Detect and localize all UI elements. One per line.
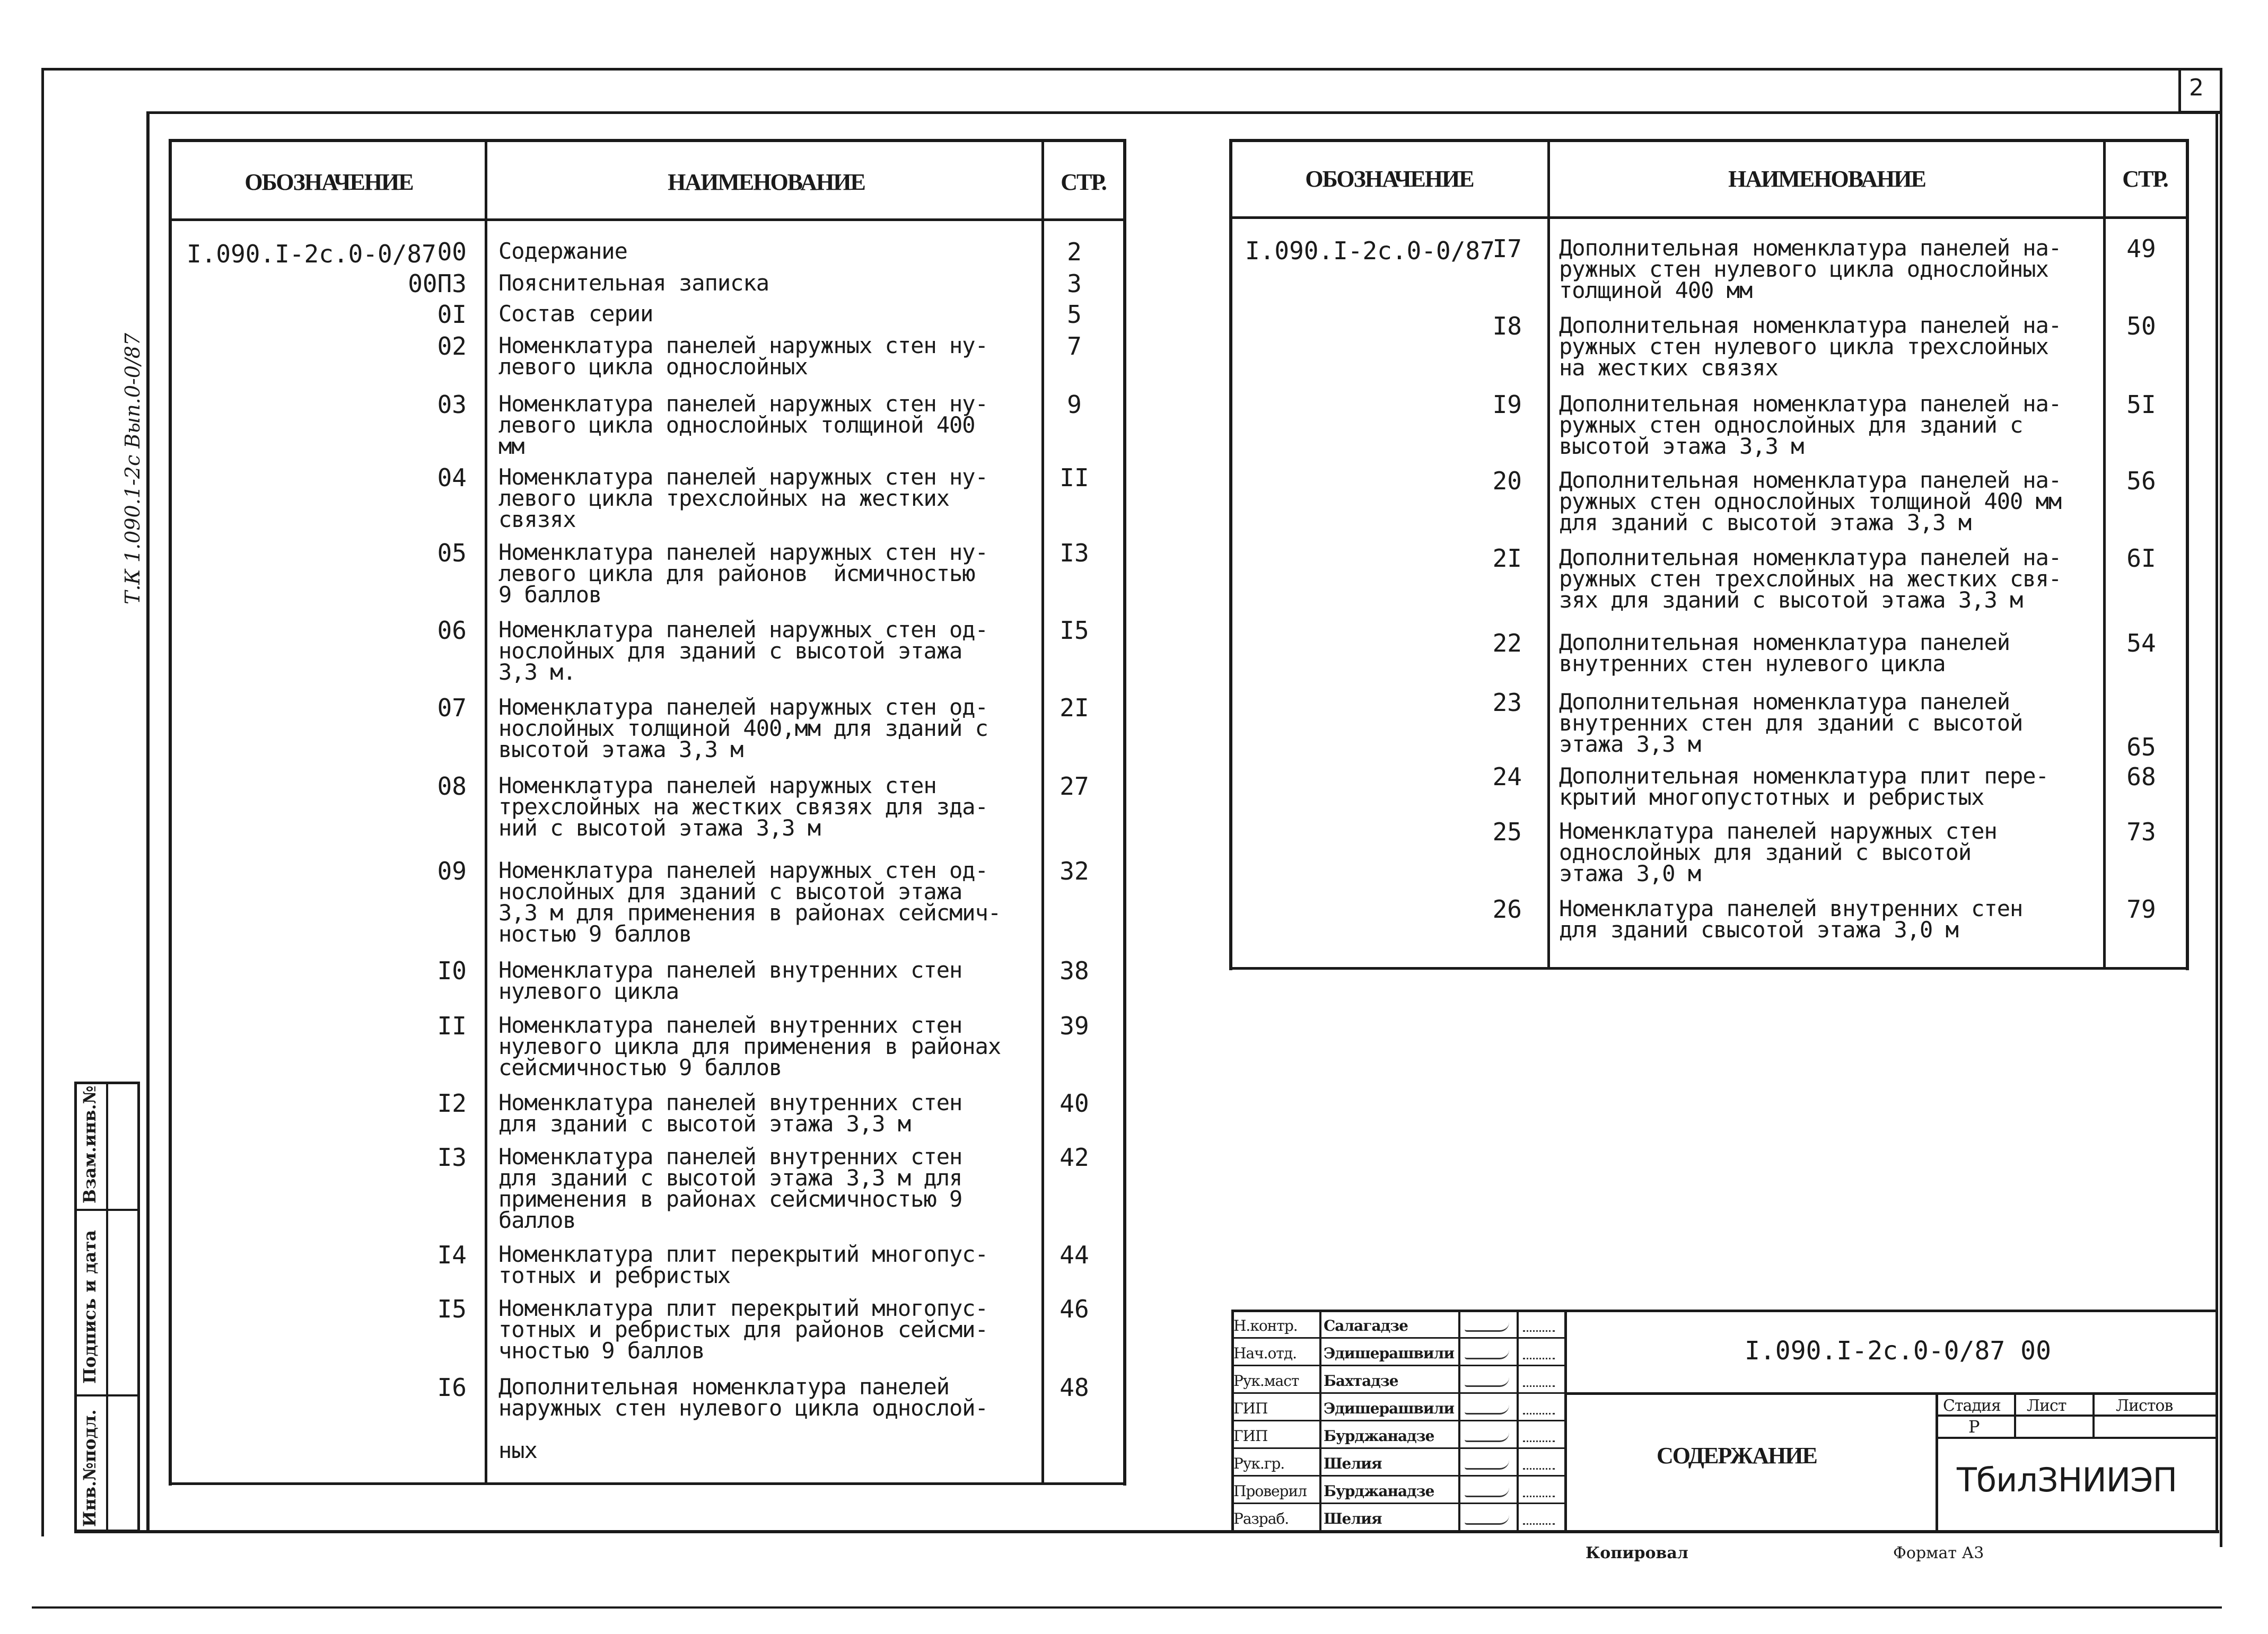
row-name-line: толщиной 400 мм	[1559, 277, 1753, 303]
tb-person-name: Бахтадзе	[1324, 1372, 1398, 1390]
tb-role: Разраб.	[1233, 1510, 1289, 1527]
tb-date-mark	[1523, 1404, 1555, 1415]
inner-frame-left	[146, 111, 150, 1532]
tb-signature-mark	[1465, 1405, 1509, 1415]
row-page: 48	[1059, 1373, 1089, 1402]
row-name-line: нослойных для зданий с высотой этажа	[498, 638, 962, 664]
row-name-line: нослойных для зданий с высотой этажа	[498, 879, 962, 904]
row-name-line: для зданий свысотой этажа 3,0 м	[1559, 917, 1958, 943]
row-page: 40	[1059, 1089, 1089, 1118]
row-name-line: Дополнительная номенклатура панелей на-	[1559, 467, 2062, 493]
row-code: 07	[437, 693, 467, 722]
row-name-line: ружных стен нулевого цикла однослойных	[1559, 256, 2048, 282]
row-name-line: левого цикла для районов йсмичностью	[498, 560, 975, 586]
row-code: 25	[1492, 818, 1522, 846]
tb-role: Рук.маст	[1233, 1372, 1299, 1390]
row-code: I5	[437, 1295, 467, 1323]
tb-person-name: Шелия	[1324, 1455, 1382, 1472]
row-name-line: наружных стен нулевого цикла однослой-	[498, 1395, 988, 1421]
tb-role: ГИП	[1233, 1427, 1268, 1445]
row-code: 20	[1492, 467, 1522, 495]
row-page: 79	[2126, 895, 2156, 924]
row-page: 3	[1067, 269, 1082, 298]
left-series: I.090.I-2с.0-0/87	[187, 240, 436, 268]
tb-role: Рук.гр.	[1233, 1455, 1285, 1472]
tb-role: Н.контр.	[1233, 1317, 1298, 1334]
row-name-line: тотных и ребристых для районов сейсми-	[498, 1316, 988, 1342]
row-code: 04	[437, 463, 467, 492]
row-name-line: для зданий с высотой этажа 3,3 м	[498, 1111, 911, 1137]
row-name-line: ний с высотой этажа 3,3 м	[498, 815, 821, 841]
row-code: I0	[437, 956, 467, 985]
row-code: 22	[1492, 629, 1522, 657]
tb-role: Нач.отд.	[1233, 1345, 1297, 1362]
row-name-line: нулевого цикла для применения в районах	[498, 1033, 1001, 1059]
row-name-line: однослойных для зданий с высотой	[1559, 839, 1972, 865]
row-page: 54	[2126, 629, 2156, 657]
tb-date-mark	[1523, 1431, 1555, 1442]
row-name-line: чностью 9 баллов	[498, 1338, 705, 1364]
tb-row-line	[1231, 1392, 1565, 1394]
row-name-line: мм	[498, 433, 524, 459]
row-name-line: Дополнительная номенклатура панелей	[1559, 629, 2010, 655]
row-name-line: тотных и ребристых	[498, 1262, 731, 1288]
tb-person-name: Бурджанадзе	[1324, 1482, 1434, 1500]
row-page: 7	[1067, 332, 1082, 361]
row-name-line: Номенклатура панелей наружных стен од-	[498, 617, 988, 643]
row-name-line: для зданий с высотой этажа 3,3 м для	[498, 1165, 962, 1191]
right-header-designation: ОБОЗНАЧЕНИЕ	[1305, 166, 1474, 192]
tb-row-line	[1231, 1447, 1565, 1449]
row-name-line: трехслойных на жестких связях для зда-	[498, 794, 988, 820]
row-page: 27	[1059, 772, 1089, 801]
row-page: 68	[2126, 762, 2156, 791]
row-page: II	[1059, 463, 1089, 492]
row-page: 2I	[1059, 693, 1089, 722]
row-name-line: нослойных толщиной 400,мм для зданий с	[498, 715, 988, 741]
row-name-line: Дополнительная номенклатура плит пере-	[1559, 763, 2048, 789]
row-name-line: ностью 9 баллов	[498, 921, 692, 947]
row-code: 06	[437, 616, 467, 645]
row-name-line: левого цикла трехслойных на жестких	[498, 485, 950, 511]
row-code: I7	[1492, 234, 1522, 263]
row-name-line: Номенклатура плит перекрытий многопус-	[498, 1295, 988, 1321]
tb-date-mark	[1523, 1376, 1555, 1387]
tb-sheets-label: Листов	[2116, 1396, 2173, 1415]
row-name-line: 3,3 м для применения в районах сейсмич-	[498, 900, 1001, 926]
tb-mid-horiz	[1564, 1392, 2218, 1395]
left-stamp-replace: Взам.инв.№	[80, 1085, 100, 1203]
row-name-line: сейсмичностью 9 баллов	[498, 1055, 782, 1080]
row-page: 32	[1059, 857, 1089, 885]
right-header-name: НАИМЕНОВАНИЕ	[1728, 166, 1925, 192]
row-name-line: Номенклатура панелей наружных стен ну-	[498, 464, 988, 490]
footer-copied: Копировал	[1586, 1544, 1688, 1562]
tb-row-line	[1231, 1503, 1565, 1504]
row-page: 6I	[2126, 544, 2156, 573]
row-page: 65	[2126, 733, 2156, 761]
tb-sheet-title: СОДЕРЖАНИЕ	[1657, 1443, 1817, 1469]
tb-row-line	[1231, 1530, 1565, 1532]
tb-row-line	[1231, 1420, 1565, 1421]
row-code: 00	[437, 238, 467, 266]
row-name-line: Дополнительная номенклатура панелей	[1559, 689, 2010, 715]
row-code: 02	[437, 332, 467, 361]
row-name-line: Номенклатура панелей внутренних стен	[498, 1090, 962, 1115]
row-name-line: ружных стен однослойных для зданий с	[1559, 412, 2023, 438]
row-name-line: Состав серии	[498, 301, 653, 327]
left-stamp-divider	[106, 1082, 108, 1532]
tb-date-mark	[1523, 1514, 1555, 1525]
row-page: 5I	[2126, 390, 2156, 419]
row-page: 9	[1067, 390, 1082, 419]
outer-frame-top	[41, 68, 2221, 71]
row-name-line: Дополнительная номенклатура панелей на-	[1559, 235, 2062, 261]
tb-person-name: Шелия	[1324, 1510, 1382, 1527]
row-code: 26	[1492, 895, 1522, 924]
left-table-bottom	[169, 1482, 1126, 1485]
left-table-header-line	[169, 218, 1126, 221]
row-code: 05	[437, 539, 467, 567]
tb-row-line	[1231, 1337, 1565, 1339]
row-name-line: Номенклатура панелей наружных стен	[1559, 818, 1997, 844]
tb-stage-label: Стадия	[1943, 1396, 2001, 1415]
row-page: 46	[1059, 1295, 1089, 1323]
row-name-line: внутренних стен нулевого цикла	[1559, 651, 1946, 677]
tb-stage-col1	[2014, 1392, 2016, 1438]
right-header-page: СТР.	[2122, 166, 2168, 192]
row-name-line: этажа 3,0 м	[1559, 860, 1701, 886]
row-code: 24	[1492, 762, 1522, 791]
row-name-line: Содержание	[498, 238, 627, 264]
tb-stage-row2	[1936, 1437, 2218, 1439]
row-name-line: связях	[498, 506, 576, 532]
row-name-line: левого цикла однослойных	[498, 354, 808, 380]
right-table-col1	[1547, 139, 1550, 969]
right-table-bottom	[1229, 967, 2189, 970]
left-stamp-row2	[74, 1209, 140, 1211]
tb-organization: ТбилЗНИИЭП	[1957, 1461, 2177, 1499]
row-name-line: Дополнительная номенклатура панелей на-	[1559, 391, 2062, 417]
row-page: 44	[1059, 1241, 1089, 1269]
right-table-col2	[2103, 139, 2106, 969]
row-code: 23	[1492, 688, 1522, 717]
tb-date-mark	[1523, 1321, 1555, 1332]
row-code: I9	[1492, 390, 1522, 419]
row-name-line: Пояснительная записка	[498, 270, 769, 296]
row-name-line: применения в районах сейсмичностью 9	[498, 1186, 962, 1212]
row-name-line: Номенклатура панелей внутренних стен	[498, 957, 962, 983]
row-name-line: Номенклатура панелей внутренних стен	[498, 1012, 962, 1038]
tb-date-mark	[1523, 1349, 1555, 1359]
row-page: 38	[1059, 956, 1089, 985]
right-table-header-line	[1229, 216, 2189, 219]
row-page: 2	[1067, 238, 1082, 266]
row-code: I8	[1492, 312, 1522, 340]
tb-signature-mark	[1465, 1433, 1509, 1442]
row-name-line: Дополнительная номенклатура панелей на-	[1559, 312, 2062, 338]
row-name-line: левого цикла однослойных толщиной 400	[498, 412, 975, 438]
row-name-line: ружных стен нулевого цикла трехслойных	[1559, 333, 2048, 359]
row-name-line: Номенклатура панелей наружных стен од-	[498, 857, 988, 883]
row-name-line: ружных стен однослойных толщиной 400 мм	[1559, 488, 2062, 514]
row-name-line: Номенклатура панелей внутренних стен	[498, 1144, 962, 1170]
tb-person-name: Эдишерашвили	[1324, 1345, 1455, 1362]
tb-sheet-label: Лист	[2027, 1396, 2066, 1415]
row-name-line: ружных стен трехслойных на жестких свя-	[1559, 566, 2062, 592]
row-name-line: нулевого цикла	[498, 978, 679, 1004]
row-name-line: Номенклатура панелей внутренних стен	[1559, 895, 2023, 921]
row-name-line: Номенклатура панелей наружных стен	[498, 772, 936, 798]
tb-stage-value: Р	[1968, 1417, 1980, 1437]
row-name-line: Номенклатура панелей наружных стен ну-	[498, 539, 988, 565]
outer-frame-right	[2220, 68, 2222, 1547]
row-name-line: этажа 3,3 м	[1559, 731, 1701, 757]
row-name-line: на жестких связях	[1559, 355, 1778, 381]
row-code: I2	[437, 1089, 467, 1118]
row-code: 2I	[1492, 544, 1522, 573]
row-page: I3	[1059, 539, 1089, 567]
tb-document-code: I.090.I-2с.0-0/87 00	[1745, 1336, 2051, 1366]
row-name-line: баллов	[498, 1207, 576, 1233]
tb-signature-mark	[1465, 1377, 1509, 1387]
row-name-line: крытий многопустотных и ребристых	[1559, 784, 1984, 810]
inner-frame-top	[146, 111, 2220, 114]
tb-signature-mark	[1465, 1515, 1509, 1525]
row-name-line: для зданий с высотой этажа 3,3 м	[1559, 509, 1972, 535]
tb-signature-mark	[1465, 1460, 1509, 1470]
tb-signature-mark	[1465, 1350, 1509, 1359]
outer-frame-bottom	[32, 1606, 2222, 1609]
row-page: I5	[1059, 616, 1089, 645]
left-header-page: СТР.	[1061, 169, 1106, 195]
row-name-line: Номенклатура панелей наружных стен ну-	[498, 391, 988, 417]
left-header-name: НАИМЕНОВАНИЕ	[668, 169, 865, 195]
row-name-line: зях для зданий с высотой этажа 3,3 м	[1559, 587, 2023, 613]
tb-person-name: Эдишерашвили	[1324, 1400, 1455, 1417]
row-page: 50	[2126, 312, 2156, 340]
tb-stage-col2	[2092, 1392, 2095, 1438]
row-page: 39	[1059, 1012, 1089, 1040]
tb-date-mark	[1523, 1487, 1555, 1497]
outer-frame-left	[41, 68, 44, 1536]
left-stamp-inv: Инв.№подл.	[80, 1409, 100, 1527]
row-name-line: Номенклатура плит перекрытий многопус-	[498, 1241, 988, 1267]
left-header-designation: ОБОЗНАЧЕНИЕ	[244, 169, 413, 195]
tb-person-name: Салагадзе	[1324, 1317, 1408, 1334]
row-page: 49	[2126, 234, 2156, 263]
tb-signature-mark	[1465, 1322, 1509, 1332]
row-name-line: Номенклатура панелей наружных стен од-	[498, 694, 988, 720]
row-name-line: Номенклатура панелей наружных стен ну-	[498, 332, 988, 358]
left-stamp-sign: Подпись и дата	[80, 1230, 100, 1384]
footer-format: Формат А3	[1893, 1544, 1984, 1562]
tb-signature-mark	[1465, 1488, 1509, 1497]
row-code: 09	[437, 857, 467, 885]
row-code: II	[437, 1012, 467, 1040]
tb-date-mark	[1523, 1459, 1555, 1470]
row-name-line: 9 баллов	[498, 582, 602, 608]
row-name-line: 3,3 м.	[498, 659, 576, 685]
row-code: 0I	[437, 300, 467, 329]
left-stamp-row1	[74, 1394, 140, 1396]
row-name-line: ных	[498, 1437, 537, 1463]
tb-role: Проверил	[1233, 1482, 1307, 1500]
tb-col-e	[1936, 1392, 1938, 1532]
right-series: I.090.I-2с.0-0/87	[1245, 236, 1495, 265]
row-page: 42	[1059, 1143, 1089, 1172]
row-code: I6	[437, 1373, 467, 1402]
tb-role: ГИП	[1233, 1400, 1268, 1417]
tb-row-line	[1231, 1475, 1565, 1477]
row-page: 5	[1067, 300, 1082, 329]
row-name-line: Дополнительная номенклатура панелей	[498, 1374, 950, 1400]
row-code: 03	[437, 390, 467, 419]
row-code: 08	[437, 772, 467, 801]
side-label: Т.К 1.090.1-2с Вып.0-0/87	[121, 332, 144, 604]
row-name-line: высотой этажа 3,3 м	[1559, 433, 1804, 459]
row-name-line: высотой этажа 3,3 м	[498, 736, 743, 762]
tb-row-line	[1231, 1365, 1565, 1366]
row-name-line: внутренних стен для зданий с высотой	[1559, 710, 2023, 736]
row-code: 00ПЗ	[408, 269, 467, 298]
row-name-line: Дополнительная номенклатура панелей на-	[1559, 544, 2062, 570]
row-page: 73	[2126, 818, 2156, 846]
left-table-col1	[485, 139, 487, 1484]
sheet-number: 2	[2189, 74, 2204, 101]
row-page: 56	[2126, 467, 2156, 495]
row-code: I4	[437, 1241, 467, 1269]
row-code: I3	[437, 1143, 467, 1172]
tb-person-name: Бурджанадзе	[1324, 1427, 1434, 1445]
